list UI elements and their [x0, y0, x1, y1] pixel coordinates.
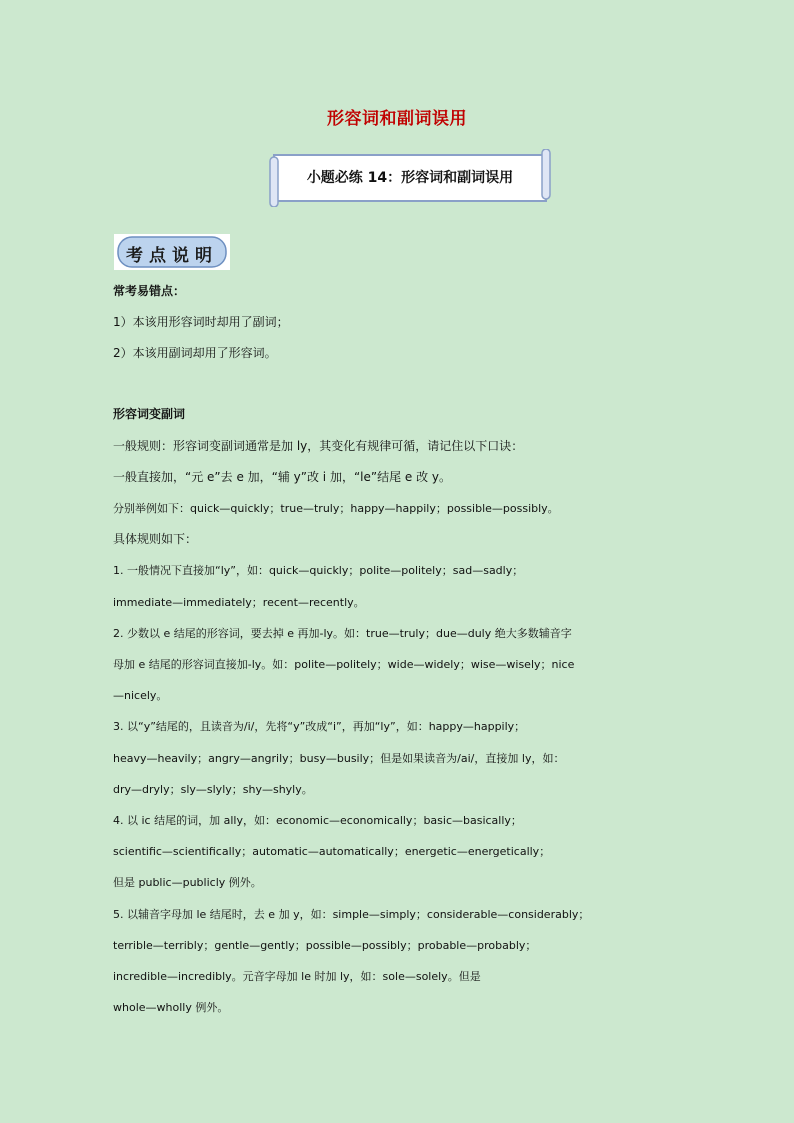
rule-line: dry—dryly；sly—slyly；shy—shyly。 — [113, 783, 313, 796]
rule-line: 3. 以“y”结尾的，且读音为/i/，先将“y”改成“i”，再加“ly”，如：happy—happily； — [113, 720, 526, 733]
rule-line: 5. 以辅音字母加 le 结尾时，去 e 加 y，如：simple—simply；considerable—considerably； — [113, 908, 590, 921]
section1-heading: 常考易错点： — [113, 284, 186, 298]
badge-label: 考点说明 — [126, 246, 218, 266]
title-scroll-banner — [268, 149, 552, 207]
rule-line: 一般直接加，“元 e”去 e 加，“辅 y”改 i 加，“le”结尾 e 改 y。 — [113, 470, 452, 484]
rule-line: 分别举例如下：quick—quickly；true—truly；happy—happily；possible—possibly。 — [113, 502, 559, 515]
document-title: 形容词和副词误用 — [327, 109, 467, 129]
rule-line: 4. 以 ic 结尾的词，加 ally，如：economic—economically；basic—basically； — [113, 814, 522, 827]
rule-line: terrible—terribly；gentle—gently；possible—possibly；probable—probably； — [113, 939, 537, 952]
rule-line: incredible—incredibly。元音字母加 le 时加 ly，如：sole—solely。但是 — [113, 970, 481, 983]
rule-line: immediate—immediately；recent—recently。 — [113, 596, 365, 609]
section1-item: 2）本该用副词却用了形容词。 — [113, 346, 277, 360]
rule-line: whole—wholly 例外。 — [113, 1001, 229, 1014]
rule-line: —nicely。 — [113, 689, 168, 702]
rule-line: 一般规则：形容词变副词通常是加 ly，其变化有规律可循，请记住以下口诀： — [113, 439, 524, 453]
rule-line: 母加 e 结尾的形容词直接加-ly。如：polite—politely；wide—widely；wise—wisely；nice — [113, 658, 575, 671]
section1-item: 1）本该用形容词时却用了副词； — [113, 315, 289, 329]
rule-line: 但是 public—publicly 例外。 — [113, 876, 262, 889]
rule-line: 1. 一般情况下直接加“ly”，如：quick—quickly；polite—politely；sad—sadly； — [113, 564, 524, 577]
rule-line: 2. 少数以 e 结尾的形容词，要去掉 e 再加-ly。如：true—truly；due—duly 绝大多数辅音字 — [113, 627, 572, 640]
rule-line: scientific—scientifically；automatic—automatically；energetic—energetically； — [113, 845, 551, 858]
rule-line: 具体规则如下： — [113, 532, 198, 546]
exam-point-badge — [114, 234, 230, 270]
banner-text: 小题必练 14：形容词和副词误用 — [306, 170, 514, 186]
rule-line: heavy—heavily；angry—angrily；busy—busily；但是如果读音为/ai/，直接加 ly，如： — [113, 752, 565, 765]
section2-heading: 形容词变副词 — [113, 407, 186, 421]
